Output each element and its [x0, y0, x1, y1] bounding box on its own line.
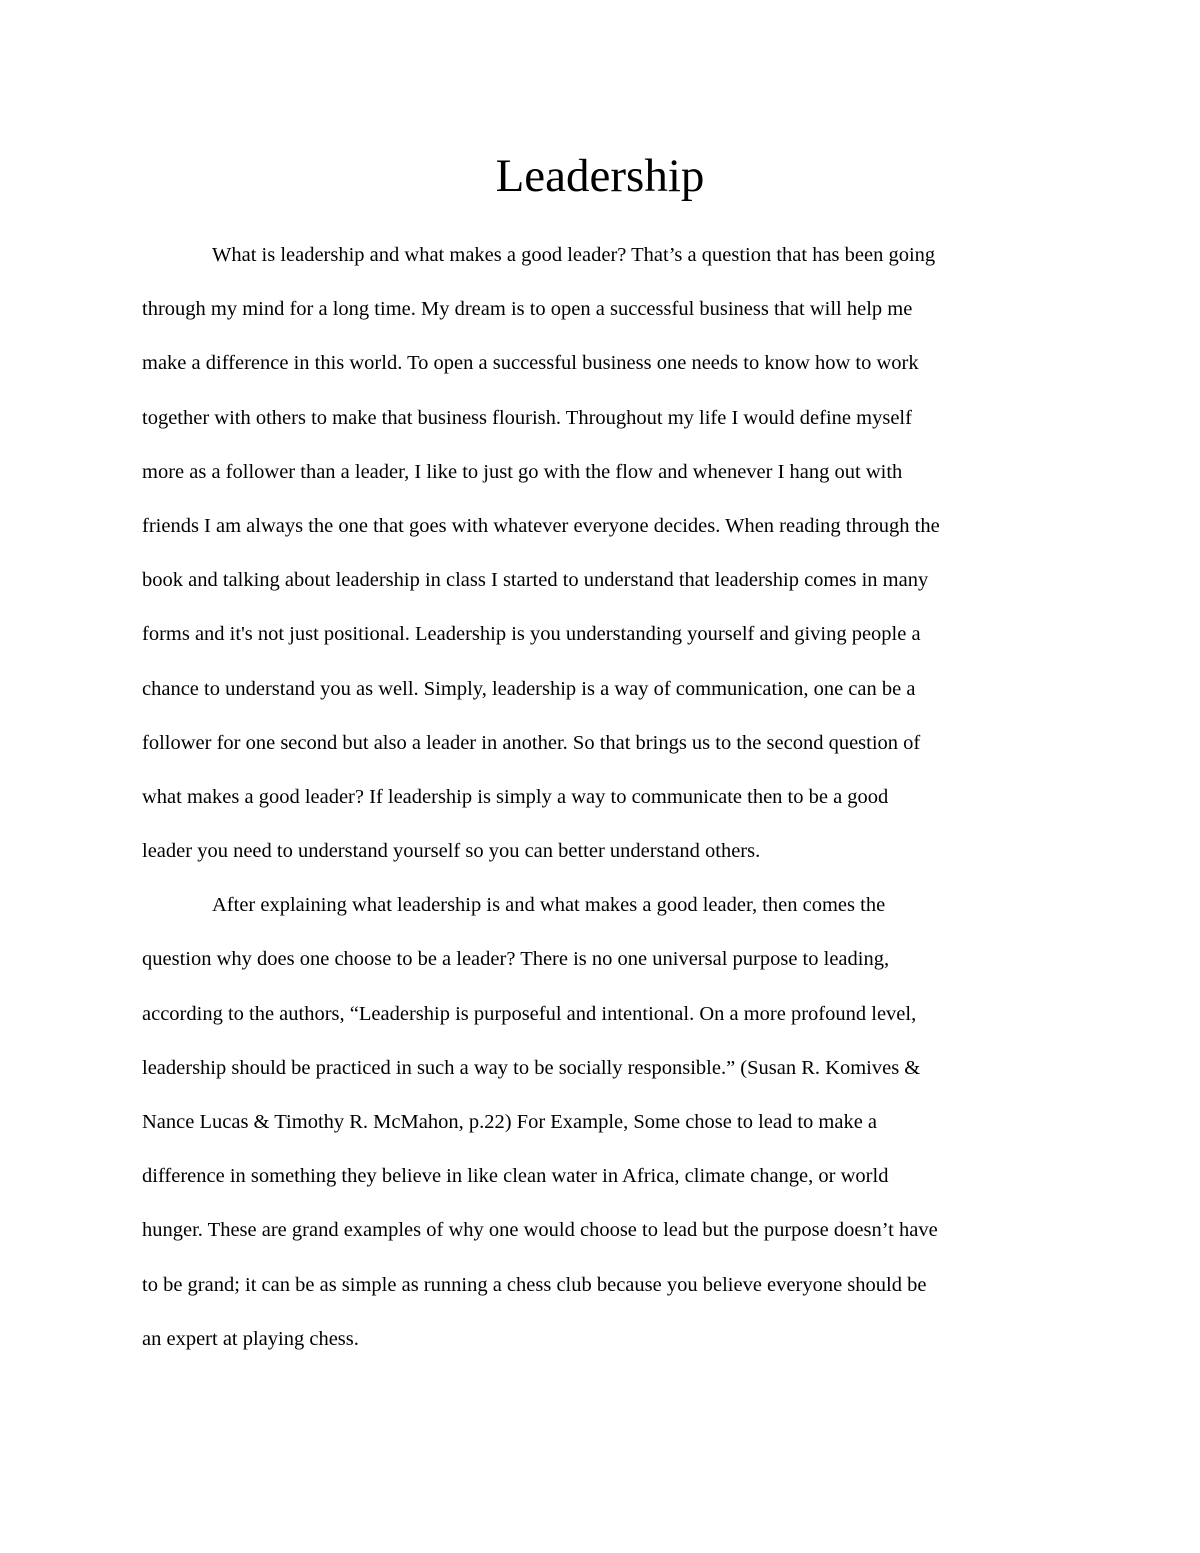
text-line: together with others to make that business flourish. Throughout my life I would define myself — [142, 406, 912, 429]
text-line: question why does one choose to be a leader? There is no one universal purpose to leading, — [142, 948, 890, 971]
text-line: chance to understand you as well. Simply, leadership is a way of communication, one can be a — [142, 677, 916, 700]
text-line: Nance Lucas & Timothy R. McMahon, p.22) For Example, Some chose to lead to make a — [142, 1111, 878, 1133]
text-line: make a difference in this world. To open a successful business one needs to know how to work — [142, 352, 919, 375]
text-line: friends I am always the one that goes with whatever everyone decides. When reading through the — [142, 514, 940, 537]
text-line: leader you need to understand yourself so you can better understand others. — [142, 840, 761, 863]
text-line: more as a follower than a leader, I like to just go with the flow and whenever I hang out with — [142, 460, 903, 483]
text-line: what makes a good leader? If leadership is simply a way to communicate then to be a good — [142, 785, 889, 808]
text-line: forms and it's not just positional. Leadership is you understanding yourself and giving people a — [142, 623, 921, 646]
text-line: After explaining what leadership is and what makes a good leader, then comes the — [212, 894, 886, 917]
text-line: an expert at playing chess. — [142, 1327, 359, 1350]
text-line: to be grand; it can be as simple as running a chess club because you believe everyone should be — [142, 1273, 927, 1296]
paragraph-2 — [142, 878, 1062, 1366]
document-title: Leadership — [495, 150, 705, 202]
paragraph-1 — [142, 228, 1062, 878]
text-line: book and talking about leadership in class I started to understand that leadership comes in many — [142, 569, 929, 592]
text-line: What is leadership and what makes a good leader? That’s a question that has been going — [212, 244, 936, 266]
document-body — [142, 228, 1062, 1366]
text-line: through my mind for a long time. My dream is to open a successful business that will help me — [142, 298, 913, 321]
text-line: leadership should be practiced in such a way to be socially responsible.” (Susan R. Komives & — [142, 1056, 921, 1079]
text-line: according to the authors, “Leadership is purposeful and intentional. On a more profound level, — [142, 1002, 917, 1025]
text-line: difference in something they believe in like clean water in Africa, climate change, or world — [142, 1165, 889, 1188]
text-line: follower for one second but also a leader in another. So that brings us to the second question of — [142, 731, 921, 754]
text-line: hunger. These are grand examples of why one would choose to lead but the purpose doesn’t have — [142, 1219, 938, 1242]
